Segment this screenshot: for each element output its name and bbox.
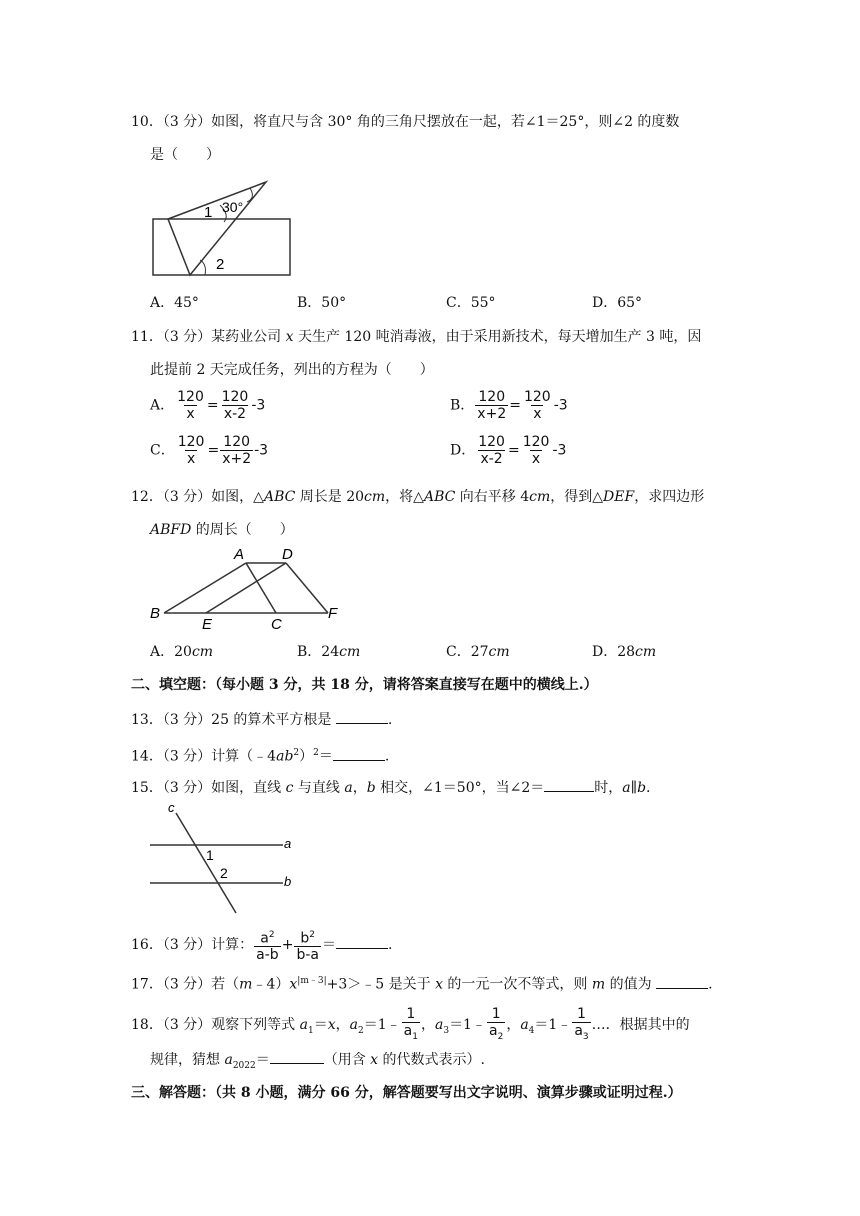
q13: 13．（3 分）25 的算术平方根是 . [131,709,392,730]
q11-line2: 此提前 2 天完成任务，列出的方程为（ ） [150,362,434,378]
q16-answer-blank[interactable] [336,934,388,949]
q15-angle1-label: 1 [206,847,214,863]
q12-point-a: A [234,546,245,563]
q14: 14．（3 分）计算$(﹣4ab^2)^2=$ . [131,743,389,767]
q18-answer-blank[interactable] [270,1049,324,1064]
q10-choice-d[interactable]: D．65° [592,295,643,311]
q18-line2: 规律，猜想 $a_{2022}=$ （用含 x 的代数式表示）. [150,1049,485,1076]
q17-answer-blank[interactable] [656,974,708,989]
q10-angle2-label: 2 [216,256,225,273]
q14-answer-blank[interactable] [333,746,385,761]
q10-choice-c[interactable]: C．55° [446,295,496,311]
q10-figure [150,176,295,278]
q12-line1: 12．（3 分）如图，△ABC 周长是 20cm，将△ABC 向右平移 4cm，得到△DEF，求四边形 [131,489,705,505]
q11-choice-d[interactable]: D． $\frac{120}{x-2}$ = $\frac{120}{x}$ -3 [450,434,567,467]
q12-point-b: B [150,605,161,622]
q10-line2: 是（ ） [150,147,220,163]
q12-figure [148,545,348,633]
q12-choice-b[interactable]: B．24cm [297,644,361,660]
q11-choice-c[interactable]: C． $\frac{120}{x}$ = $\frac{120}{x+2}$ -3 [150,434,269,467]
q11-choice-b[interactable]: B． $\frac{120}{x+2}$ = $\frac{120}{x}$ -3 [450,389,568,422]
q12-point-c: C [271,616,282,633]
q15-line-a-label: a [284,836,292,851]
section3-heading: 三、解答题：（共 8 小题，满分 66 分，解答题要写出文字说明、演算步骤或证明过程.） [131,1085,682,1101]
q15: 15．（3 分）如图，直线 c 与直线 a，b 相交，∠1＝50°，当∠2＝ 时，a∥b. [131,777,651,798]
q16: 16．（3 分）计算： $\frac{a^2}{a-b}$ + $\frac{b^2}{b-a}$ ＝ . [131,929,393,964]
q15-line-b-label: b [284,874,292,889]
q10-line1: 10．（3 分）如图，将直尺与含 30° 角的三角尺摆放在一起，若∠1＝25°，则∠2 的度数 [131,114,680,130]
q10-angle30-label: 30° [222,199,244,215]
q12-choice-c[interactable]: C．27cm [446,644,510,660]
q18-line1: 18．（3 分）观察下列等式 $a_1=x$，$a_2=1﹣$ $\frac{1}{a_1}$ ，$a_3=1﹣$ $\frac{1}{a_2}$ ，$a_4=1﹣$ $\frac{1}{a_3}$ …．根据其中的 [131,1005,690,1051]
q15-angle2-label: 2 [220,865,228,881]
q10-choice-b[interactable]: B．50° [297,295,347,311]
q11-choice-a[interactable]: A． $\frac{120}{x}$ = $\frac{120}{x-2}$ -3 [150,389,266,422]
q15-answer-blank[interactable] [544,777,594,792]
q15-line-c-label: c [168,800,175,815]
q10-angle1-label: 1 [204,204,213,221]
q10-choice-a[interactable]: A．45° [150,295,199,311]
q13-answer-blank[interactable] [336,709,388,724]
q17: 17．（3 分）若$(m﹣4)x^{|m﹣3|}+3>﹣5$ 是关于 x 的一元一次不等式，则 m 的值为 . [131,971,713,995]
q12-point-d: D [282,546,293,563]
q12-line2: ABFD 的周长（ ） [150,522,294,538]
q12-choice-a[interactable]: A．20cm [150,644,214,660]
q11-line1: 11．（3 分）某药业公司 x 天生产 120 吨消毒液，由于采用新技术，每天增加生产 3 吨，因 [131,329,702,345]
q12-point-e: E [202,616,213,633]
section2-heading: 二、填空题：（每小题 3 分，共 18 分，请将答案直接写在题中的横线上.） [131,677,598,693]
q12-choice-d[interactable]: D．28cm [592,644,657,660]
q12-point-f: F [328,605,338,622]
q15-figure [148,800,298,916]
